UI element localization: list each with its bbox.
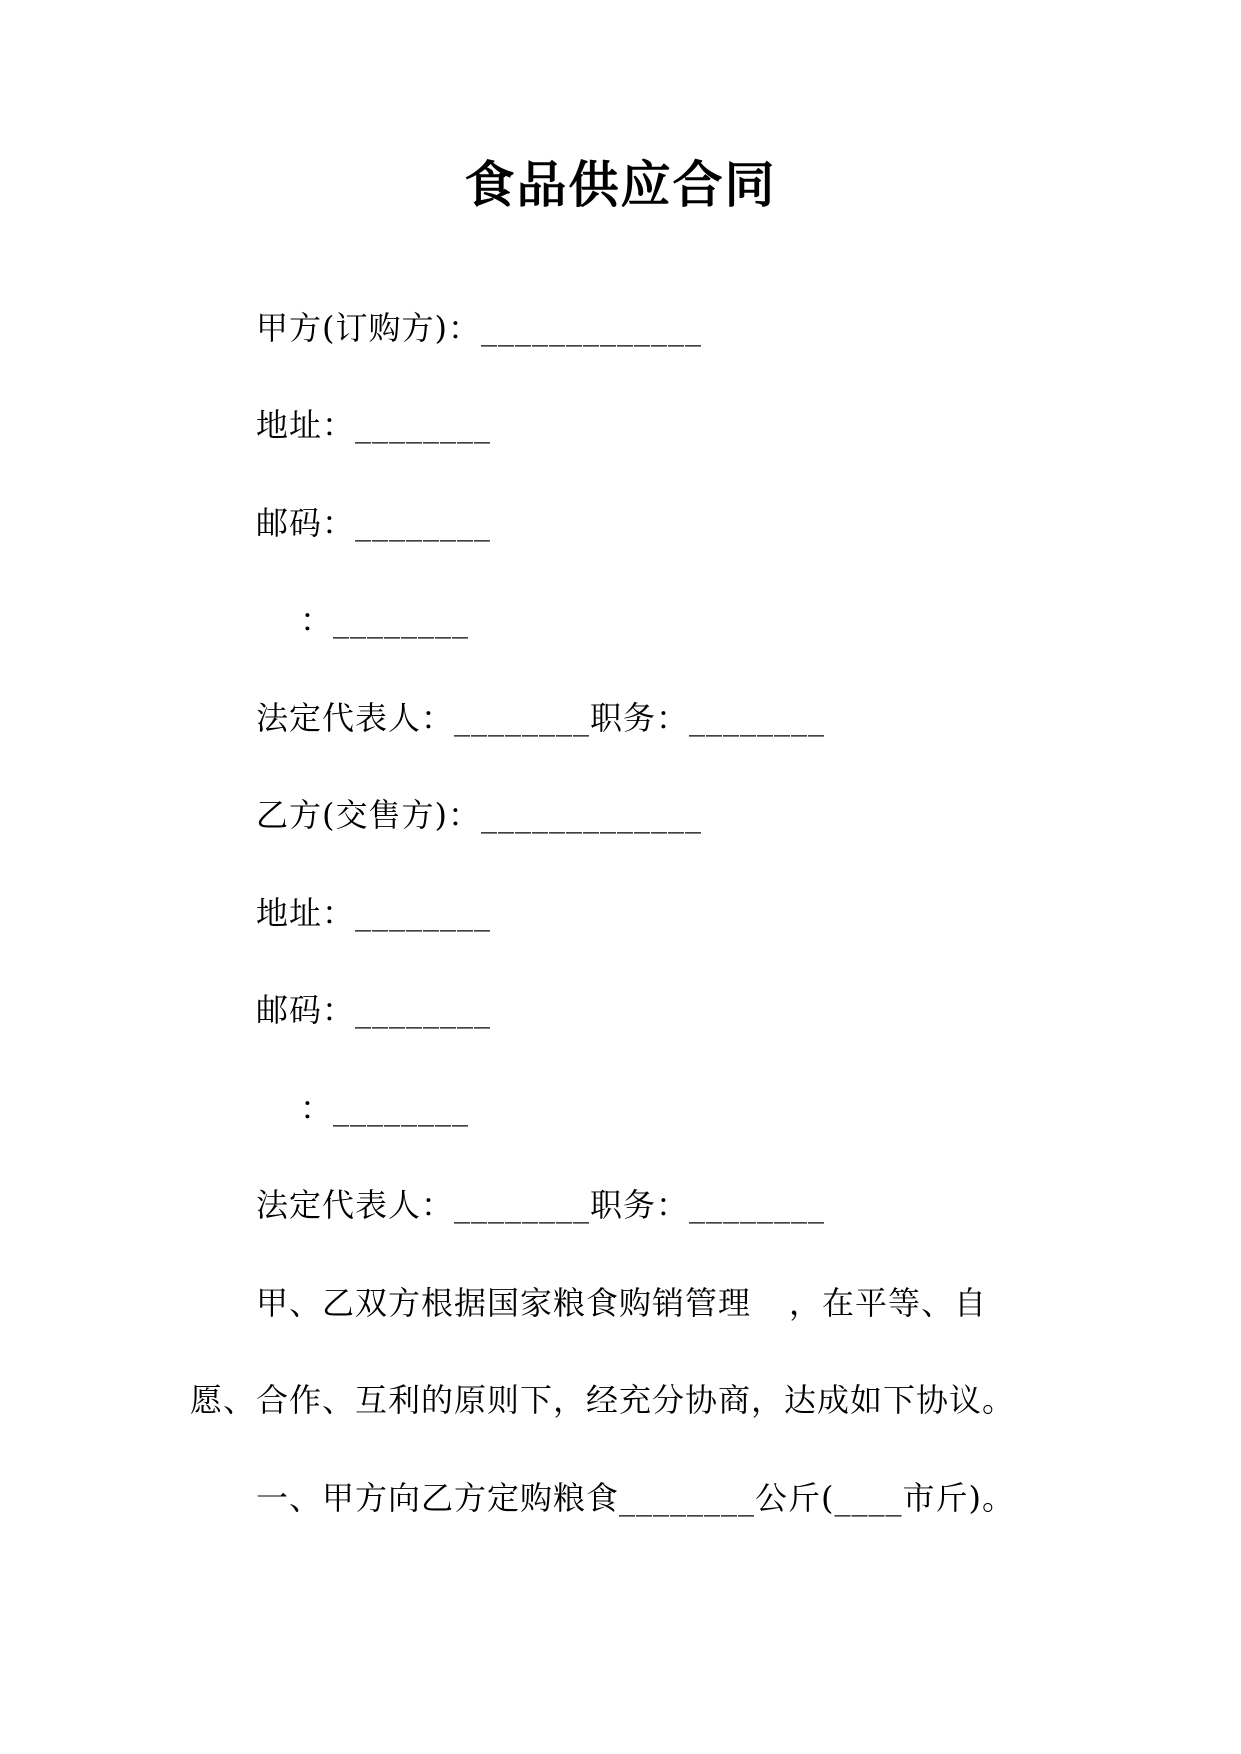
party-a-representative-line — [256, 698, 825, 738]
intro-paragraph-line2: 愿、合作、互利的原则下，经充分协商，达成如下协议。 — [190, 1381, 1016, 1419]
party-a-position-label: 职务：________ — [590, 699, 826, 737]
party-a-rep-label: 法定代表人：________ — [256, 699, 591, 737]
party-a-postcode-line: 邮码：________ — [256, 504, 492, 542]
party-a-phone-line: ：________ — [300, 601, 470, 639]
party-b-phone-line: ：________ — [300, 1089, 470, 1127]
party-b-address-line: 地址：________ — [256, 894, 492, 932]
party-b-postcode-line: 邮码：________ — [256, 991, 492, 1029]
party-b-name-line: 乙方(交售方)：_____________ — [256, 796, 702, 834]
clause-1: 一、甲方向乙方定购粮食________公斤(____市斤)。 — [256, 1479, 1015, 1517]
party-a-address-line: 地址：________ — [256, 406, 492, 444]
party-a-name-line: 甲方(订购方)：_____________ — [256, 309, 702, 347]
intro-line1-part-a: 甲、乙双方根据国家粮食购销管理 — [256, 1284, 752, 1322]
intro-line1-part-b: ，在平等、自 — [789, 1284, 988, 1322]
party-b-representative-line — [256, 1185, 825, 1225]
party-b-position-label: 职务：________ — [590, 1186, 826, 1224]
document-title: 食品供应合同 — [464, 155, 777, 214]
party-b-rep-label: 法定代表人：________ — [256, 1186, 591, 1224]
intro-paragraph-line1 — [256, 1283, 987, 1323]
